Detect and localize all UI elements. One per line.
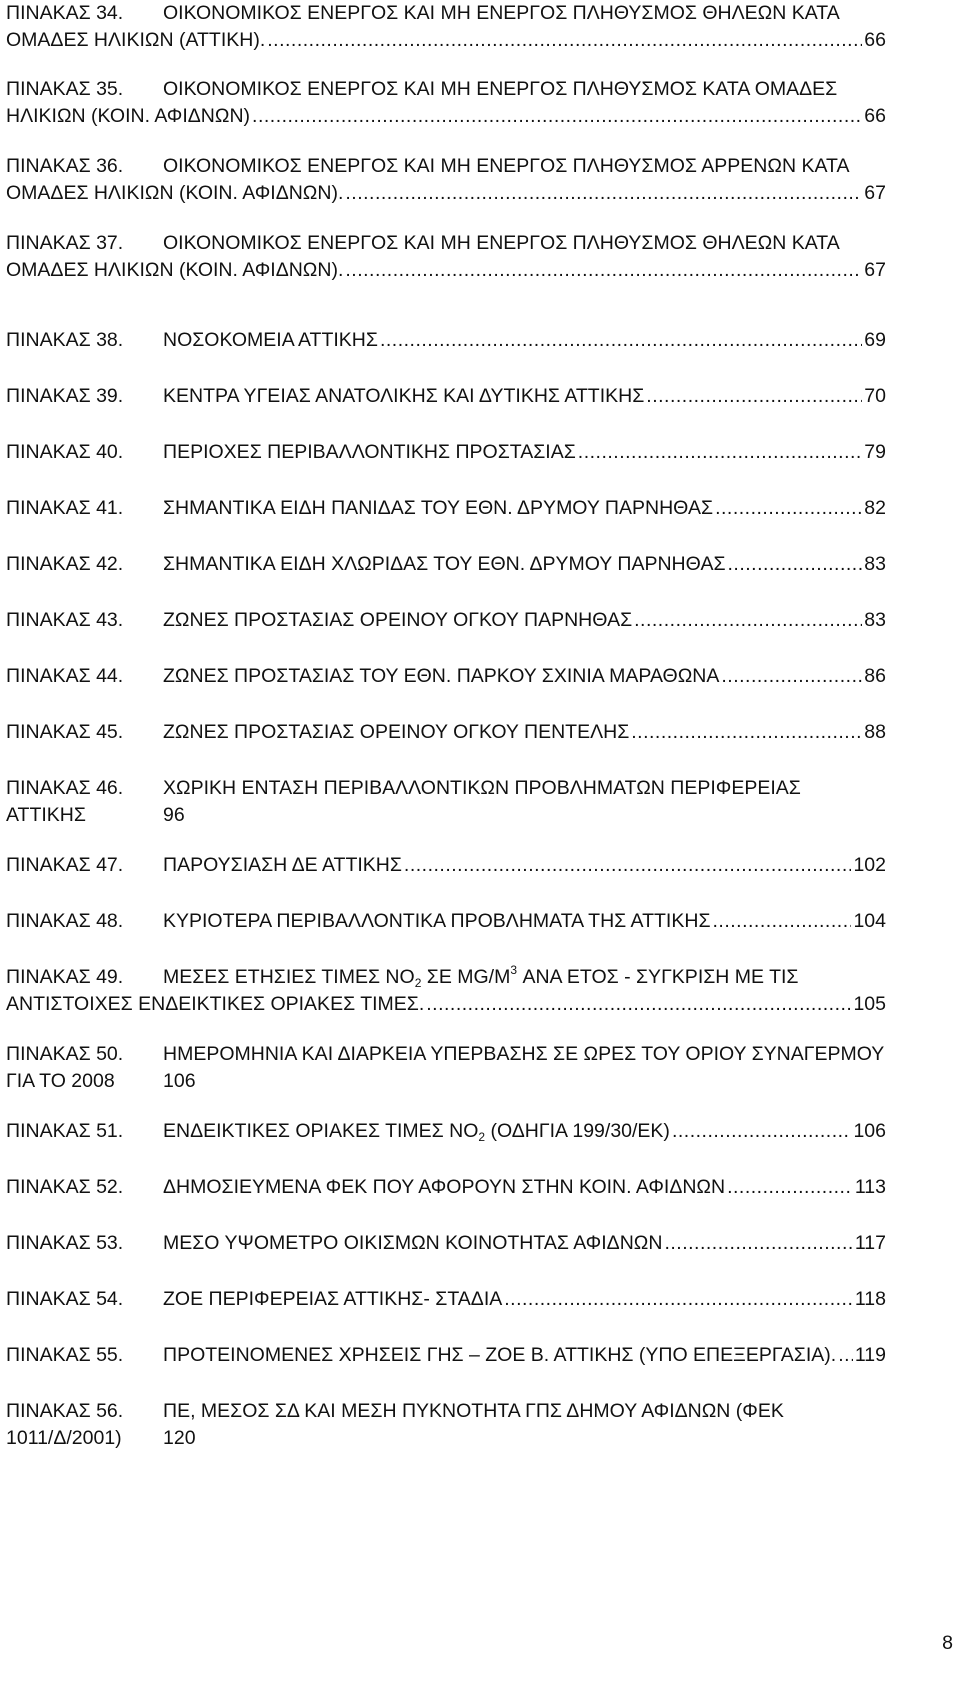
dot-leader	[345, 180, 862, 207]
entry-title: ΚΕΝΤΡΑ ΥΓΕΙΑΣ ΑΝΑΤΟΛΙΚΗΣ ΚΑΙ ΔΥΤΙΚΗΣ ΑΤΤΙΚΗΣ	[163, 385, 645, 407]
entry-page: 70	[864, 385, 886, 407]
entry-page: 117	[854, 1232, 886, 1254]
entry-title-cont: ΟΜΑΔΕΣ ΗΛΙΚΙΩΝ (ΑΤΤΙΚΗ).	[6, 29, 266, 51]
dot-leader	[426, 991, 851, 1018]
entry-page: 106	[853, 1120, 886, 1142]
toc-entry[interactable]	[6, 1041, 886, 1095]
entry-page: 120	[163, 1427, 196, 1449]
dot-leader	[252, 103, 862, 130]
entry-page: 102	[853, 854, 886, 876]
toc-entry[interactable]	[6, 0, 886, 54]
toc-entry[interactable]	[6, 1230, 886, 1257]
entry-page: 118	[854, 1288, 886, 1310]
entry-title-cont: ΟΜΑΔΕΣ ΗΛΙΚΙΩΝ (ΚΟΙΝ. ΑΦΙΔΝΩΝ).	[6, 182, 344, 204]
entry-title: ΠΑΡΟΥΣΙΑΣΗ ΔΕ ΑΤΤΙΚΗΣ	[163, 854, 402, 876]
entry-title-cont: ΑΤΤΙΚΗΣ	[6, 804, 86, 826]
entry-number: ΠΙΝΑΚΑΣ 44.	[6, 665, 124, 687]
entry-title: ΕΝΔΕΙΚΤΙΚΕΣ ΟΡΙΑΚΕΣ ΤΙΜΕΣ $NO_2$ (ΟΔΗΓΙΑ 199/30/ΕΚ)	[163, 1120, 670, 1144]
toc-entry[interactable]	[6, 719, 886, 746]
entry-page: 83	[864, 609, 886, 631]
page-number: 8	[942, 1632, 953, 1654]
entry-number: ΠΙΝΑΚΑΣ 36.	[6, 155, 124, 177]
entry-title-cont: ΗΛΙΚΙΩΝ (ΚΟΙΝ. ΑΦΙΔΝΩΝ)	[6, 105, 251, 127]
entry-number: ΠΙΝΑΚΑΣ 46.	[6, 777, 124, 799]
entry-title: ΗΜΕΡΟΜΗΝΙΑ ΚΑΙ ΔΙΑΡΚΕΙΑ ΥΠΕΡΒΑΣΗΣ ΣΕ ΩΡΕΣ ΤΟΥ ΟΡΙΟΥ ΣΥΝΑΓΕΡΜΟΥ	[163, 1043, 885, 1065]
entry-title: ΠΕ, ΜΕΣΟΣ ΣΔ ΚΑΙ ΜΕΣΗ ΠΥΚΝΟΤΗΤΑ ΓΠΣ ΔΗΜΟΥ ΑΦΙΔΝΩΝ (ΦΕΚ	[163, 1400, 784, 1422]
entry-title-cont: ΓΙΑ ΤΟ 2008	[6, 1070, 115, 1092]
entry-number: ΠΙΝΑΚΑΣ 52.	[6, 1176, 124, 1198]
entry-page: 88	[864, 721, 886, 743]
entry-number: ΠΙΝΑΚΑΣ 53.	[6, 1232, 124, 1254]
entry-title: ΠΕΡΙΟΧΕΣ ΠΕΡΙΒΑΛΛΟΝΤΙΚΗΣ ΠΡΟΣΤΑΣΙΑΣ	[163, 441, 576, 463]
toc-entry[interactable]	[6, 908, 886, 935]
dot-leader	[721, 663, 862, 690]
dot-leader	[631, 719, 862, 746]
entry-title: ΧΩΡΙΚΗ ΕΝΤΑΣΗ ΠΕΡΙΒΑΛΛΟΝΤΙΚΩΝ ΠΡΟΒΛΗΜΑΤΩΝ ΠΕΡΙΦΕΡΕΙΑΣ	[163, 777, 801, 799]
dot-leader	[672, 1118, 852, 1145]
entry-page: 67	[864, 182, 886, 204]
dot-leader	[713, 908, 852, 935]
entry-number: ΠΙΝΑΚΑΣ 49.	[6, 966, 124, 988]
dot-leader	[404, 852, 852, 879]
entry-page: 82	[864, 497, 886, 519]
toc-entry[interactable]	[6, 1398, 886, 1452]
toc-entry[interactable]	[6, 852, 886, 879]
entry-page: 66	[864, 29, 886, 51]
toc-entry[interactable]	[6, 327, 886, 354]
dot-leader	[504, 1286, 853, 1313]
entry-number: ΠΙΝΑΚΑΣ 45.	[6, 721, 124, 743]
entry-number: ΠΙΝΑΚΑΣ 34.	[6, 2, 124, 24]
entry-number: ΠΙΝΑΚΑΣ 56.	[6, 1400, 124, 1422]
entry-title: ΜΕΣΟ ΥΨΟΜΕΤΡΟ ΟΙΚΙΣΜΩΝ ΚΟΙΝΟΤΗΤΑΣ ΑΦΙΔΝΩΝ	[163, 1232, 663, 1254]
entry-title: ΣΗΜΑΝΤΙΚΑ ΕΙΔΗ ΧΛΩΡΙΔΑΣ ΤΟΥ ΕΘΝ. ΔΡΥΜΟΥ ΠΑΡΝΗΘΑΣ	[163, 553, 726, 575]
entry-title: ΣΗΜΑΝΤΙΚΑ ΕΙΔΗ ΠΑΝΙΔΑΣ ΤΟΥ ΕΘΝ. ΔΡΥΜΟΥ ΠΑΡΝΗΘΑΣ	[163, 497, 714, 519]
entry-title: ΠΡΟΤΕΙΝΟΜΕΝΕΣ ΧΡΗΣΕΙΣ ΓΗΣ – ΖΟΕ Β. ΑΤΤΙΚΗΣ (ΥΠΟ ΕΠΕΞΕΡΓΑΣΙΑ).	[163, 1344, 837, 1366]
entry-page: 113	[854, 1176, 886, 1198]
entry-page: 67	[864, 259, 886, 281]
entry-page: 106	[163, 1070, 196, 1092]
dot-leader	[838, 1342, 853, 1369]
entry-title: ΟΙΚΟΝΟΜΙΚΟΣ ΕΝΕΡΓΟΣ ΚΑΙ ΜΗ ΕΝΕΡΓΟΣ ΠΛΗΘΥΣΜΟΣ ΘΗΛΕΩΝ ΚΑΤΑ	[163, 2, 840, 24]
entry-number: ΠΙΝΑΚΑΣ 54.	[6, 1288, 124, 1310]
entry-number: ΠΙΝΑΚΑΣ 40.	[6, 441, 124, 463]
dot-leader	[380, 327, 862, 354]
entry-number: ΠΙΝΑΚΑΣ 43.	[6, 609, 124, 631]
toc-entry[interactable]	[6, 76, 886, 130]
entry-title: ΜΕΣΕΣ ΕΤΗΣΙΕΣ ΤΙΜΕΣ $NO_2$ ΣΕ $MG/M^3$ ΑΝΑ ΕΤΟΣ - ΣΥΓΚΡΙΣΗ ΜΕ ΤΙΣ	[163, 963, 799, 990]
entry-page: 86	[864, 665, 886, 687]
entry-page: 79	[864, 441, 886, 463]
entry-title: ΖΩΝΕΣ ΠΡΟΣΤΑΣΙΑΣ ΟΡΕΙΝΟΥ ΟΓΚΟΥ ΠΑΡΝΗΘΑΣ	[163, 609, 633, 631]
toc-entry[interactable]	[6, 551, 886, 578]
entry-number: ΠΙΝΑΚΑΣ 41.	[6, 497, 124, 519]
toc-entry[interactable]	[6, 495, 886, 522]
entry-page: 96	[163, 804, 185, 826]
entry-number: ΠΙΝΑΚΑΣ 39.	[6, 385, 124, 407]
toc-entry[interactable]	[6, 1286, 886, 1313]
toc-entry[interactable]	[6, 775, 886, 829]
entry-number: ΠΙΝΑΚΑΣ 42.	[6, 553, 124, 575]
entry-title: ΔΗΜΟΣΙΕΥΜΕΝΑ ΦΕΚ ΠΟΥ ΑΦΟΡΟΥΝ ΣΤΗΝ ΚΟΙΝ. ΑΦΙΔΝΩΝ	[163, 1176, 726, 1198]
dot-leader	[345, 257, 862, 284]
entry-title-cont: 1011/Δ/2001)	[6, 1427, 122, 1449]
toc-entry[interactable]	[6, 1174, 886, 1201]
entry-page: 66	[864, 105, 886, 127]
entry-page: 104	[853, 910, 886, 932]
entry-title: ΟΙΚΟΝΟΜΙΚΟΣ ΕΝΕΡΓΟΣ ΚΑΙ ΜΗ ΕΝΕΡΓΟΣ ΠΛΗΘΥΣΜΟΣ ΘΗΛΕΩΝ ΚΑΤΑ	[163, 232, 840, 254]
toc-entry[interactable]	[6, 663, 886, 690]
entry-title: ΝΟΣΟΚΟΜΕΙΑ ΑΤΤΙΚΗΣ	[163, 329, 378, 351]
dot-leader	[578, 439, 863, 466]
entry-number: ΠΙΝΑΚΑΣ 51.	[6, 1120, 124, 1142]
dot-leader	[727, 1174, 853, 1201]
dot-leader	[634, 607, 862, 634]
entry-title-cont: ΟΜΑΔΕΣ ΗΛΙΚΙΩΝ (ΚΟΙΝ. ΑΦΙΔΝΩΝ).	[6, 259, 344, 281]
dot-leader	[715, 495, 862, 522]
dot-leader	[646, 383, 862, 410]
entry-page: 69	[864, 329, 886, 351]
dot-leader	[664, 1230, 852, 1257]
entry-number: ΠΙΝΑΚΑΣ 48.	[6, 910, 124, 932]
entry-number: ΠΙΝΑΚΑΣ 38.	[6, 329, 124, 351]
toc-entry[interactable]	[6, 964, 886, 1018]
entry-title: ΟΙΚΟΝΟΜΙΚΟΣ ΕΝΕΡΓΟΣ ΚΑΙ ΜΗ ΕΝΕΡΓΟΣ ΠΛΗΘΥΣΜΟΣ ΚΑΤΑ ΟΜΑΔΕΣ	[163, 78, 838, 100]
toc-entry[interactable]	[6, 607, 886, 634]
toc-entry[interactable]	[6, 1342, 886, 1369]
dot-leader	[267, 27, 862, 54]
toc-entry[interactable]	[6, 153, 886, 207]
entry-title: ΖΩΝΕΣ ΠΡΟΣΤΑΣΙΑΣ ΟΡΕΙΝΟΥ ΟΓΚΟΥ ΠΕΝΤΕΛΗΣ	[163, 721, 630, 743]
entry-page: 119	[854, 1344, 886, 1366]
entry-number: ΠΙΝΑΚΑΣ 37.	[6, 232, 124, 254]
toc-entry[interactable]	[6, 230, 886, 284]
toc-entry[interactable]	[6, 439, 886, 466]
entry-number: ΠΙΝΑΚΑΣ 35.	[6, 78, 124, 100]
entry-page: 105	[853, 993, 886, 1015]
entry-title-cont: ΑΝΤΙΣΤΟΙΧΕΣ ΕΝΔΕΙΚΤΙΚΕΣ ΟΡΙΑΚΕΣ ΤΙΜΕΣ.	[6, 993, 425, 1015]
entry-title: ΖΩΝΕΣ ΠΡΟΣΤΑΣΙΑΣ ΤΟΥ ΕΘΝ. ΠΑΡΚΟΥ ΣΧΙΝΙΑ ΜΑΡΑΘΩΝΑ	[163, 665, 720, 687]
entry-number: ΠΙΝΑΚΑΣ 50.	[6, 1043, 124, 1065]
dot-leader	[728, 551, 863, 578]
entry-title: ΖΟΕ ΠΕΡΙΦΕΡΕΙΑΣ ΑΤΤΙΚΗΣ- ΣΤΑΔΙΑ	[163, 1288, 503, 1310]
entry-title: ΚΥΡΙΟΤΕΡΑ ΠΕΡΙΒΑΛΛΟΝΤΙΚΑ ΠΡΟΒΛΗΜΑΤΑ ΤΗΣ ΑΤΤΙΚΗΣ	[163, 910, 711, 932]
entry-title: ΟΙΚΟΝΟΜΙΚΟΣ ΕΝΕΡΓΟΣ ΚΑΙ ΜΗ ΕΝΕΡΓΟΣ ΠΛΗΘΥΣΜΟΣ ΑΡΡΕΝΩΝ ΚΑΤΑ	[163, 155, 850, 177]
toc-entry[interactable]	[6, 383, 886, 410]
entry-page: 83	[864, 553, 886, 575]
toc-entry[interactable]	[6, 1118, 886, 1145]
entry-number: ΠΙΝΑΚΑΣ 47.	[6, 854, 124, 876]
entry-number: ΠΙΝΑΚΑΣ 55.	[6, 1344, 124, 1366]
